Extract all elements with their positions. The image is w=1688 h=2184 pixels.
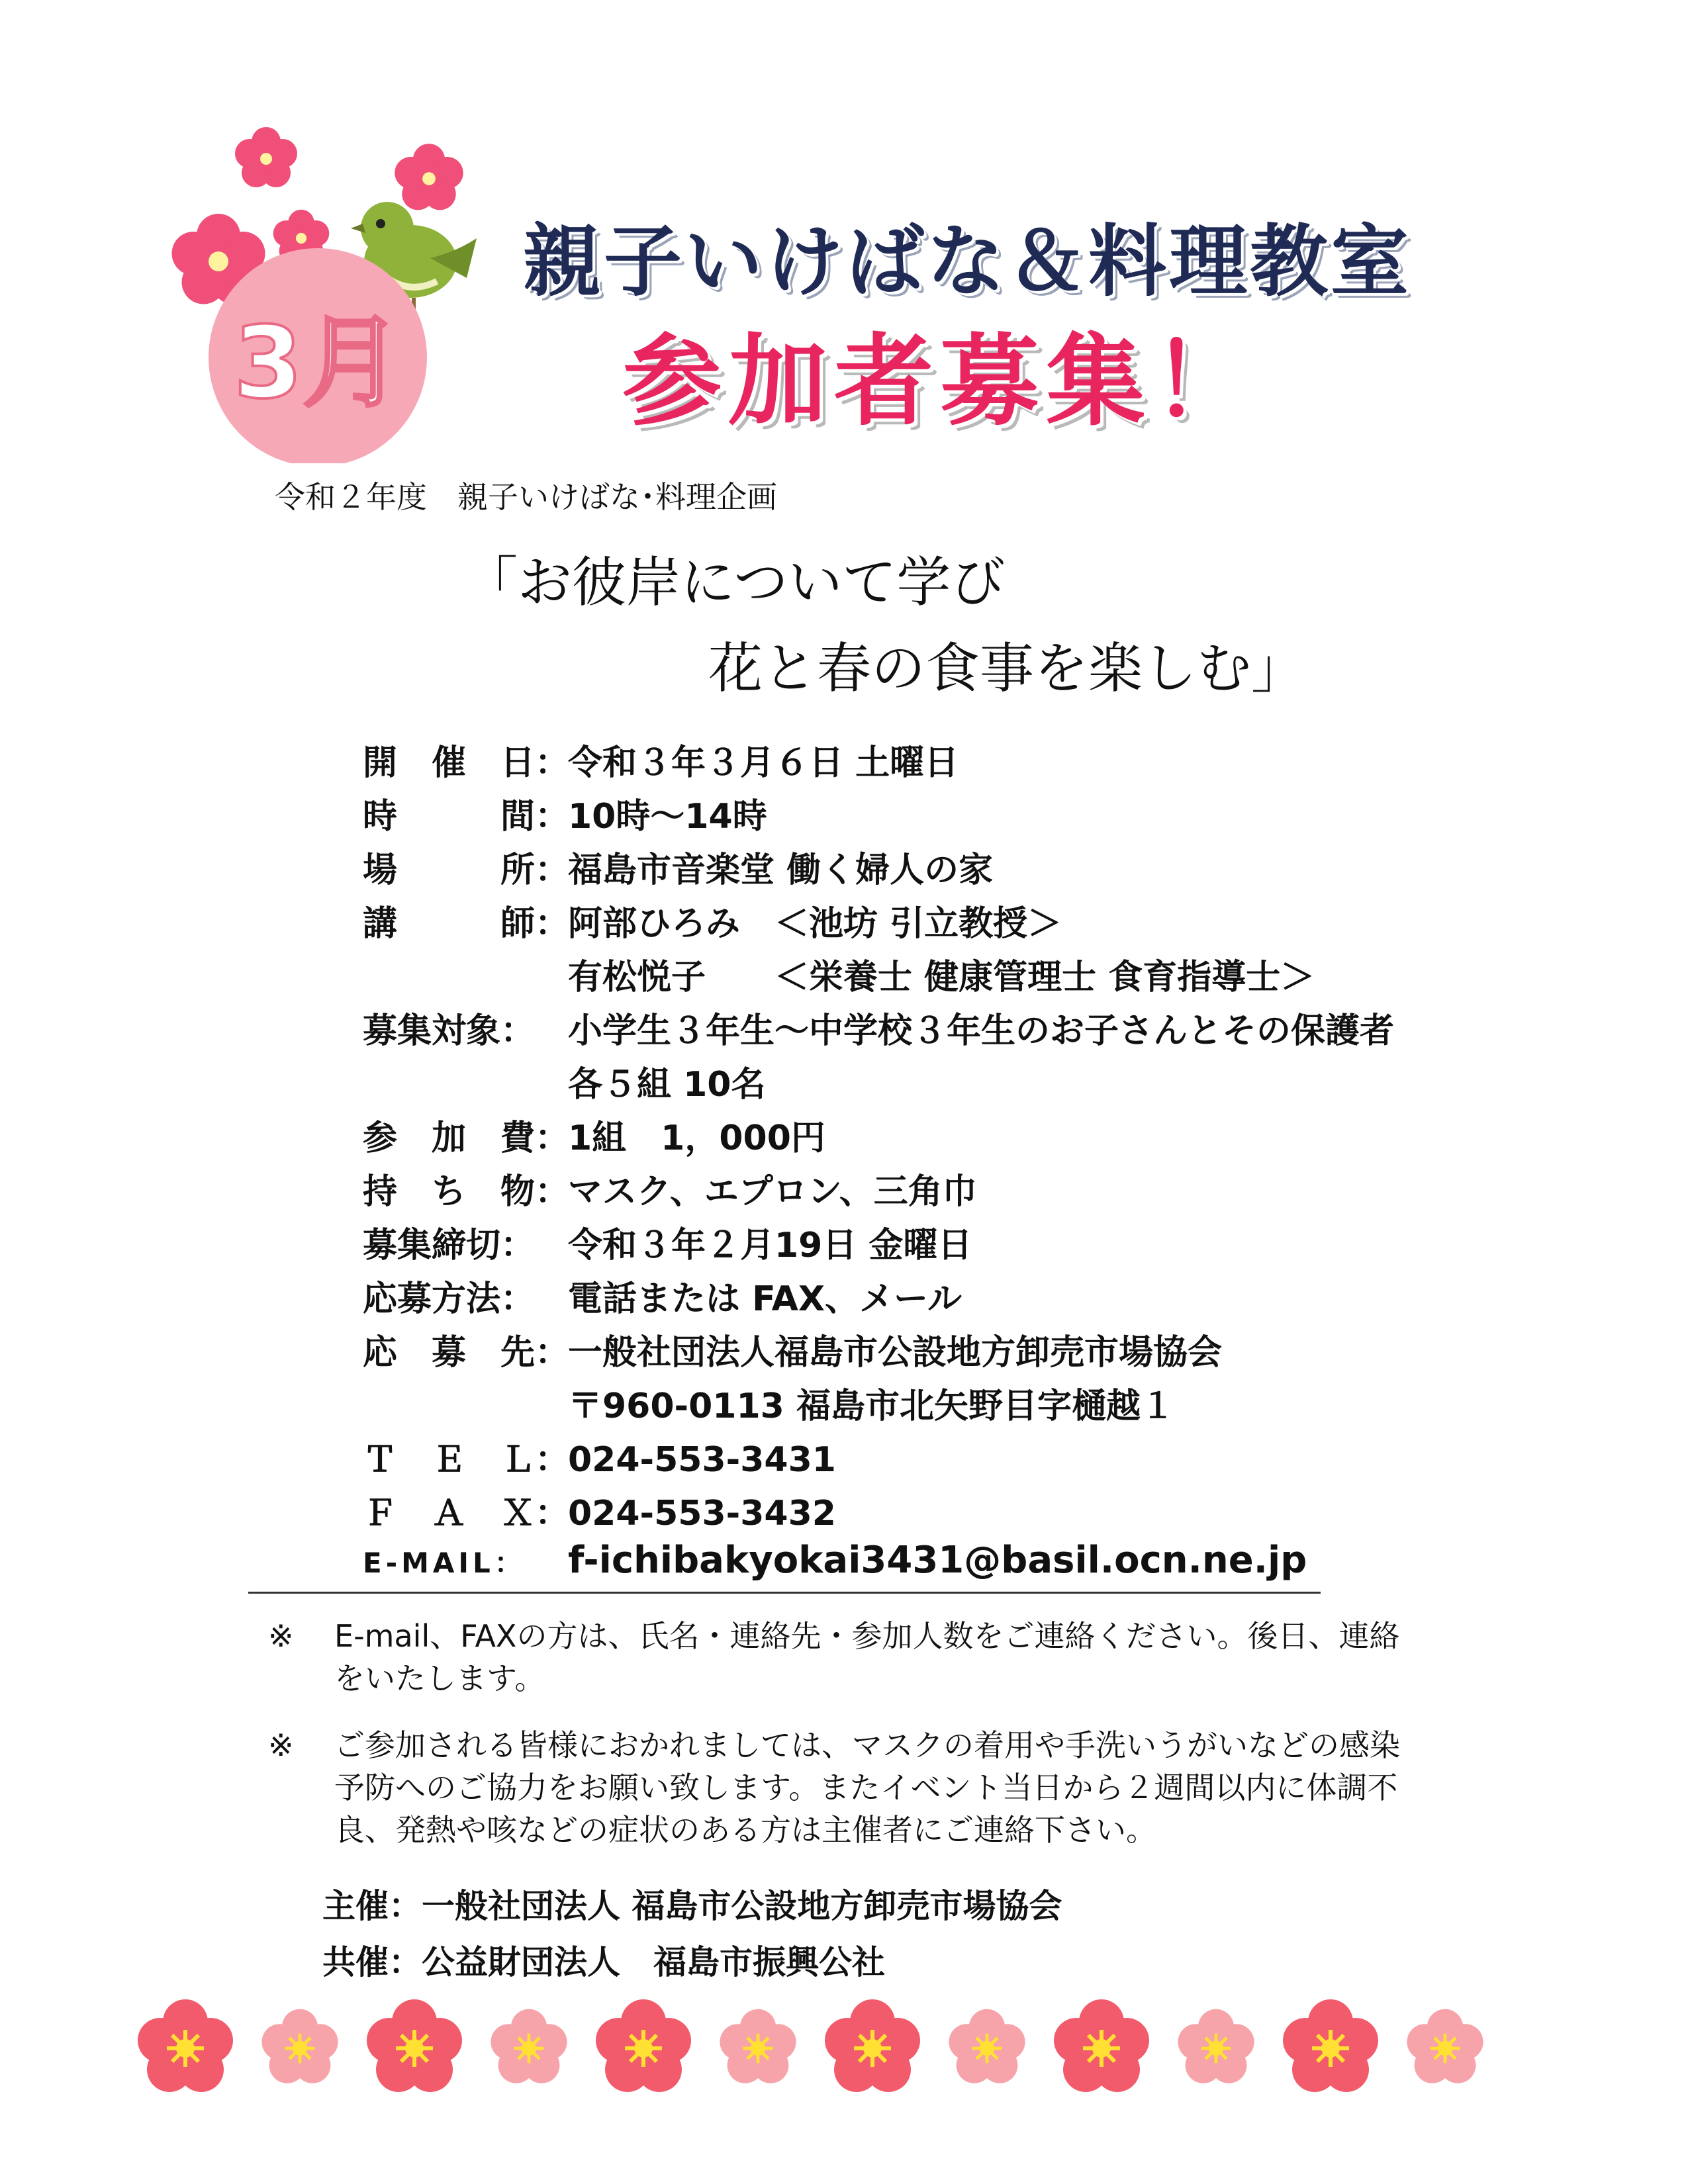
- plum-blossom-icon: [367, 1999, 462, 2092]
- divider: [248, 1592, 1321, 1594]
- detail-value: 有松悦子 ＜栄養士 健康管理士 食育指導士＞: [568, 958, 1315, 997]
- plum-blossom-icon: [1283, 1999, 1378, 2092]
- flower-border: [132, 1995, 1556, 2101]
- detail-row-tel: [363, 1432, 1455, 1485]
- detail-row-place: [363, 842, 1455, 895]
- detail-label: 募集対象：: [363, 1011, 536, 1051]
- detail-row-target-2: [363, 1056, 1455, 1110]
- detail-value: 福島市音楽堂 働く婦人の家: [568, 850, 994, 890]
- plum-blossom-icon: [825, 1999, 920, 2092]
- detail-label: Ｔ Ｅ Ｌ：: [363, 1440, 570, 1480]
- note-contact: [268, 1615, 1420, 1700]
- catch-line-1: 「お彼岸について学び: [463, 551, 1006, 614]
- detail-label: 開 催 日：: [363, 743, 570, 783]
- detail-row-date: [363, 735, 1455, 788]
- detail-row-time: [363, 788, 1455, 842]
- organizer-cohost: 共催：公益財団法人 福島市振興公社: [322, 1943, 885, 1981]
- plum-blossom-icon: [491, 2009, 567, 2083]
- plum-blossom-icon: [1407, 2009, 1483, 2083]
- detail-value: 小学生３年生～中学校３年生のお子さんとその保護者: [568, 1011, 1395, 1051]
- organizer-host: 主催：一般社団法人 福島市公設地方卸売市場協会: [322, 1887, 1062, 1925]
- detail-value: 阿部ひろみ ＜池坊 引立教授＞: [568, 904, 1062, 944]
- detail-value: 各５組 10名: [568, 1065, 766, 1105]
- detail-row-fee: [363, 1110, 1455, 1163]
- plum-blossom-icon: [261, 2009, 338, 2083]
- note-mark: ※: [268, 1618, 294, 1654]
- detail-value: 10時～14時: [568, 797, 767, 837]
- detail-value: 1組 1，000円: [568, 1118, 825, 1158]
- detail-label: 募集締切：: [363, 1226, 536, 1265]
- detail-row-belongings: [363, 1163, 1455, 1217]
- detail-value: 024-553-3431: [568, 1440, 836, 1480]
- detail-label: Ｆ Ａ Ｘ：: [363, 1494, 570, 1533]
- note-text: ご参加される皆様におかれましては、マスクの着用や手洗いうがいなどの感染予防へのご協力をお願い致します。またイベント当日から２週間以内に体調不良、発熱や咳などの症状のある方は主催者にご連絡下さい。: [334, 1727, 1400, 1848]
- plum-blossom-icon: [720, 2009, 796, 2083]
- email-address[interactable]: f-ichibakyokai3431@basil.ocn.ne.jp: [568, 1539, 1307, 1582]
- detail-label: 参 加 費：: [363, 1118, 570, 1158]
- plum-blossom-icon: [138, 1999, 233, 2092]
- detail-row-fax: [363, 1485, 1455, 1539]
- detail-value: 電話または FAX、メール: [568, 1279, 962, 1319]
- detail-label: 応募方法：: [363, 1279, 536, 1319]
- project-name: 令和２年度 親子いけばな･料理企画: [275, 479, 777, 515]
- catch-line-2: 花と春の食事を楽しむ」: [708, 637, 1306, 700]
- plum-blossom-icon: [1054, 1999, 1149, 2092]
- detail-row-instructor: [363, 895, 1455, 949]
- plum-blossom-icon: [949, 2009, 1025, 2083]
- detail-label: 持 ち 物：: [363, 1172, 570, 1212]
- detail-label: 応 募 先：: [363, 1333, 570, 1373]
- event-title: 親子いけばな＆料理教室: [523, 216, 1412, 307]
- detail-label: 場 所：: [363, 850, 570, 890]
- plum-blossom-icon: [596, 1999, 691, 2092]
- note-text: E-mail、FAXの方は、氏名・連絡先・参加人数をご連絡ください。後日、連絡をいたします。: [334, 1618, 1400, 1696]
- detail-value: 令和３年３月６日 土曜日: [568, 743, 959, 783]
- detail-value: マスク、エプロン、三角巾: [568, 1172, 977, 1212]
- email-label: E-MAIL：: [363, 1547, 526, 1579]
- detail-value: 〒960-0113 福島市北矢野目字樋越１: [568, 1387, 1175, 1426]
- note-mark: ※: [268, 1727, 294, 1763]
- detail-row-email: [363, 1539, 1455, 1592]
- detail-label: 時 間：: [363, 797, 570, 837]
- detail-value: 令和３年２月19日 金曜日: [568, 1226, 972, 1265]
- detail-value: 一般社団法人福島市公設地方卸売市場協会: [568, 1333, 1223, 1373]
- note-health: [268, 1724, 1420, 1851]
- plum-blossom-icon: [1178, 2009, 1254, 2083]
- detail-row-method: [363, 1271, 1455, 1324]
- detail-row-address: [363, 1378, 1455, 1432]
- event-details: [363, 735, 1455, 1592]
- detail-row-deadline: [363, 1217, 1455, 1271]
- detail-row-target: [363, 1003, 1455, 1056]
- recruit-heading: 参加者募集！: [622, 324, 1258, 439]
- plum-blossom-icon: [395, 144, 463, 210]
- plum-blossom-icon: [235, 127, 297, 187]
- detail-row-instructor-2: [363, 949, 1455, 1003]
- month-badge: 3月: [233, 306, 402, 421]
- detail-value: 024-553-3432: [568, 1494, 836, 1533]
- detail-label: 講 師：: [363, 904, 570, 944]
- detail-row-contact: [363, 1324, 1455, 1378]
